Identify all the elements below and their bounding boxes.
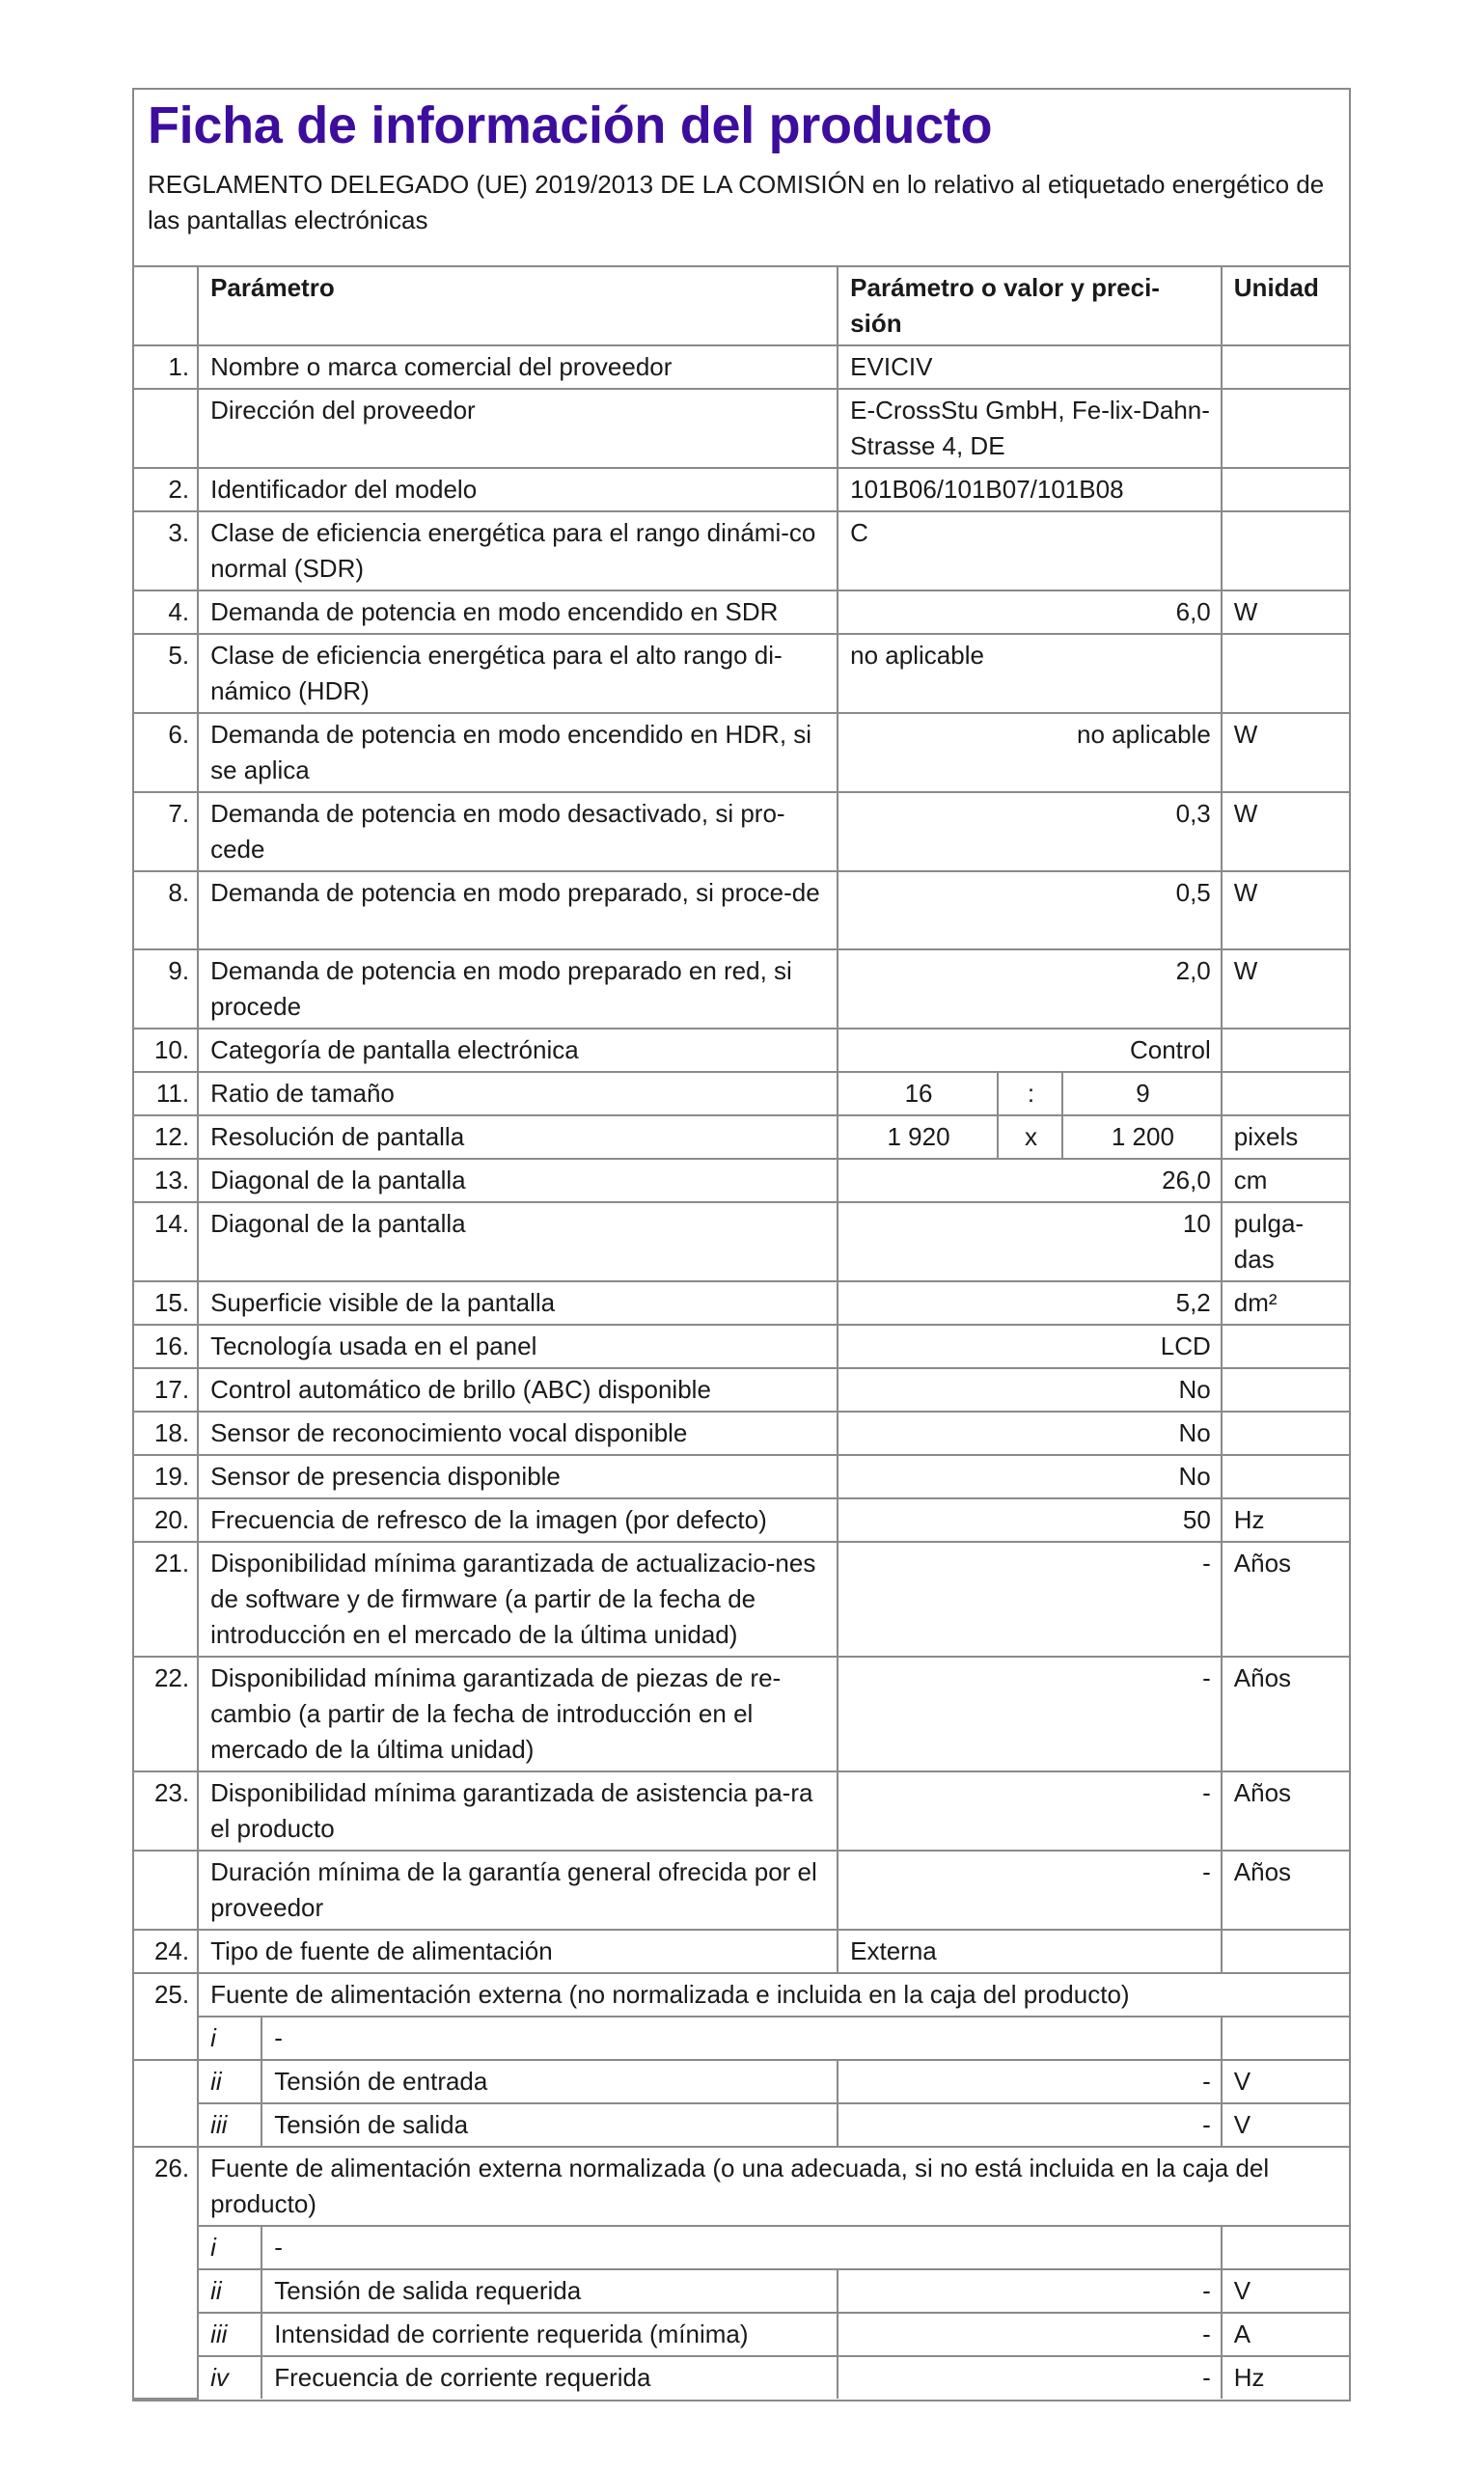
row-unit: W xyxy=(1222,792,1349,871)
table-row xyxy=(134,1281,1349,1325)
row-parameter: Duración mínima de la garantía general ofrecida por el proveedor xyxy=(198,1851,838,1930)
item-index: iii xyxy=(198,2103,261,2147)
row-unit xyxy=(1222,389,1349,468)
row-number: 26. xyxy=(134,2147,198,2399)
row-value: - xyxy=(838,1851,1222,1930)
row-number: 10. xyxy=(134,1029,198,1072)
section-25-title-row xyxy=(134,1973,1349,2017)
header-value: Parámetro o valor y preci-sión xyxy=(838,267,1222,345)
row-value: 2,0 xyxy=(838,949,1222,1029)
row-unit: Años xyxy=(1222,1657,1349,1771)
row-unit xyxy=(1222,1072,1349,1115)
row-number: 8. xyxy=(134,871,198,949)
section-26-title-row xyxy=(134,2147,1349,2226)
aspect-ratio-height: 9 xyxy=(1062,1072,1222,1115)
row-number xyxy=(134,389,198,468)
row-number: 25. xyxy=(134,1973,198,2060)
row-value: No xyxy=(838,1368,1222,1412)
resolution-height: 1 200 xyxy=(1062,1115,1222,1159)
row-value: Externa xyxy=(838,1930,1222,1973)
parameters-table xyxy=(134,267,1349,2400)
row-value: C xyxy=(838,511,1222,590)
row-parameter: Sensor de presencia disponible xyxy=(198,1455,838,1498)
row-parameter: Diagonal de la pantalla xyxy=(198,1202,838,1281)
regulation-subtitle: REGLAMENTO DELEGADO (UE) 2019/2013 DE LA COMISIÓN en lo relativo al etiquetado energético de las pantallas electrónicas xyxy=(148,170,1325,234)
row-parameter: Identificador del modelo xyxy=(198,468,838,511)
row-number: 3. xyxy=(134,511,198,590)
table-row xyxy=(134,713,1349,792)
table-row xyxy=(134,1851,1349,1930)
row-value: 50 xyxy=(838,1498,1222,1542)
row-parameter: Diagonal de la pantalla xyxy=(198,1159,838,1202)
item-label: Tensión de entrada xyxy=(261,2060,838,2103)
section-26-item xyxy=(134,2269,1349,2313)
row-number: 22. xyxy=(134,1657,198,1771)
table-row xyxy=(134,1115,1349,1159)
row-value: no aplicable xyxy=(838,713,1222,792)
row-value: 101B06/101B07/101B08 xyxy=(838,468,1222,511)
row-unit xyxy=(1222,345,1349,389)
table-row xyxy=(134,949,1349,1029)
section-25-item xyxy=(134,2017,1349,2060)
item-label: Tensión de salida requerida xyxy=(261,2269,838,2313)
row-unit xyxy=(1222,1029,1349,1072)
item-unit xyxy=(1222,2017,1349,2060)
row-number: 24. xyxy=(134,1930,198,1973)
row-number: 19. xyxy=(134,1455,198,1498)
item-index: ii xyxy=(198,2269,261,2313)
row-unit: W xyxy=(1222,949,1349,1029)
table-row xyxy=(134,1542,1349,1657)
row-number: 20. xyxy=(134,1498,198,1542)
section-26-title: Fuente de alimentación externa normalizada (o una adecuada, si no está incluida en la caja del producto) xyxy=(198,2147,1349,2226)
item-label: Intensidad de corriente requerida (mínima) xyxy=(261,2313,838,2356)
table-row xyxy=(134,1498,1349,1542)
row-value: 5,2 xyxy=(838,1281,1222,1325)
row-unit xyxy=(1222,1368,1349,1412)
row-value: 0,3 xyxy=(838,792,1222,871)
aspect-ratio-separator: : xyxy=(998,1072,1062,1115)
row-parameter: Control automático de brillo (ABC) disponible xyxy=(198,1368,838,1412)
row-number: 14. xyxy=(134,1202,198,1281)
section-26-item xyxy=(134,2356,1349,2399)
table-row xyxy=(134,871,1349,949)
item-unit: V xyxy=(1222,2269,1349,2313)
row-number: 4. xyxy=(134,590,198,634)
item-value: - xyxy=(838,2269,1222,2313)
section-26-item xyxy=(134,2313,1349,2356)
row-parameter: Clase de eficiencia energética para el alto rango di-námico (HDR) xyxy=(198,634,838,713)
product-information-sheet xyxy=(132,88,1351,2401)
row-unit: Años xyxy=(1222,1851,1349,1930)
table-row xyxy=(134,511,1349,590)
row-number: 1. xyxy=(134,345,198,389)
row-unit: dm² xyxy=(1222,1281,1349,1325)
row-number xyxy=(134,1851,198,1930)
header-parameter: Parámetro xyxy=(198,267,838,345)
row-parameter: Demanda de potencia en modo encendido en SDR xyxy=(198,590,838,634)
sheet-header xyxy=(134,90,1349,267)
row-parameter: Superficie visible de la pantalla xyxy=(198,1281,838,1325)
row-unit: W xyxy=(1222,590,1349,634)
row-parameter: Clase de eficiencia energética para el rango dinámi-co normal (SDR) xyxy=(198,511,838,590)
row-parameter: Disponibilidad mínima garantizada de asistencia pa-ra el producto xyxy=(198,1771,838,1851)
item-label: Tensión de salida xyxy=(261,2103,838,2147)
resolution-width: 1 920 xyxy=(838,1115,998,1159)
row-unit xyxy=(1222,1455,1349,1498)
section-25-item xyxy=(134,2103,1349,2147)
row-unit xyxy=(1222,468,1349,511)
row-number: 16. xyxy=(134,1325,198,1368)
table-row xyxy=(134,634,1349,713)
row-parameter: Ratio de tamaño xyxy=(198,1072,838,1115)
row-value: 6,0 xyxy=(838,590,1222,634)
item-label: - xyxy=(261,2226,1222,2269)
table-row xyxy=(134,590,1349,634)
row-parameter: Demanda de potencia en modo desactivado, si pro-cede xyxy=(198,792,838,871)
row-value: EVICIV xyxy=(838,345,1222,389)
table-row xyxy=(134,1202,1349,1281)
row-parameter: Demanda de potencia en modo preparado en red, si procede xyxy=(198,949,838,1029)
row-unit xyxy=(1222,1930,1349,1973)
row-unit: cm xyxy=(1222,1159,1349,1202)
table-row xyxy=(134,1455,1349,1498)
resolution-separator: x xyxy=(998,1115,1062,1159)
row-parameter: Demanda de potencia en modo preparado, si proce-de xyxy=(198,871,838,949)
row-parameter: Tecnología usada en el panel xyxy=(198,1325,838,1368)
row-number: 9. xyxy=(134,949,198,1029)
row-parameter: Dirección del proveedor xyxy=(198,389,838,468)
row-value: No xyxy=(838,1455,1222,1498)
row-number: 17. xyxy=(134,1368,198,1412)
table-header-row xyxy=(134,267,1349,345)
row-parameter: Nombre o marca comercial del proveedor xyxy=(198,345,838,389)
section-25-title: Fuente de alimentación externa (no normalizada e incluida en la caja del producto) xyxy=(198,1973,1349,2017)
row-unit: W xyxy=(1222,713,1349,792)
item-index: iii xyxy=(198,2313,261,2356)
row-value: - xyxy=(838,1771,1222,1851)
row-unit xyxy=(1222,1325,1349,1368)
row-unit: Hz xyxy=(1222,1498,1349,1542)
item-value: - xyxy=(838,2356,1222,2399)
row-number: 13. xyxy=(134,1159,198,1202)
row-parameter: Resolución de pantalla xyxy=(198,1115,838,1159)
row-parameter: Tipo de fuente de alimentación xyxy=(198,1930,838,1973)
item-unit: V xyxy=(1222,2103,1349,2147)
row-number: 11. xyxy=(134,1072,198,1115)
row-value: No xyxy=(838,1412,1222,1455)
table-row xyxy=(134,1072,1349,1115)
table-row xyxy=(134,1159,1349,1202)
table-row xyxy=(134,468,1349,511)
row-value: no aplicable xyxy=(838,634,1222,713)
row-value: LCD xyxy=(838,1325,1222,1368)
row-unit: pulga-das xyxy=(1222,1202,1349,1281)
table-row xyxy=(134,1368,1349,1412)
item-index: i xyxy=(198,2017,261,2060)
row-number: 21. xyxy=(134,1542,198,1657)
table-row xyxy=(134,1930,1349,1973)
row-value: - xyxy=(838,1657,1222,1771)
row-number: 23. xyxy=(134,1771,198,1851)
row-value: 0,5 xyxy=(838,871,1222,949)
item-unit: Hz xyxy=(1222,2356,1349,2399)
table-row xyxy=(134,792,1349,871)
header-num-cell xyxy=(134,267,198,345)
section-26-item xyxy=(134,2226,1349,2269)
row-parameter: Demanda de potencia en modo encendido en HDR, si se aplica xyxy=(198,713,838,792)
table-row xyxy=(134,1325,1349,1368)
row-number: 6. xyxy=(134,713,198,792)
item-label: Frecuencia de corriente requerida xyxy=(261,2356,838,2399)
item-index: ii xyxy=(198,2060,261,2103)
page-title: Ficha de información del producto xyxy=(148,96,993,154)
row-unit: pixels xyxy=(1222,1115,1349,1159)
row-parameter: Categoría de pantalla electrónica xyxy=(198,1029,838,1072)
row-number: 7. xyxy=(134,792,198,871)
item-value: - xyxy=(838,2313,1222,2356)
section-25-item xyxy=(134,2060,1349,2103)
row-unit: W xyxy=(1222,871,1349,949)
row-value: 10 xyxy=(838,1202,1222,1281)
row-unit: Años xyxy=(1222,1771,1349,1851)
table-row xyxy=(134,1657,1349,1771)
item-index: iv xyxy=(198,2356,261,2399)
table-row xyxy=(134,345,1349,389)
table-row xyxy=(134,389,1349,468)
item-unit xyxy=(1222,2226,1349,2269)
row-number: 2. xyxy=(134,468,198,511)
item-unit: V xyxy=(1222,2060,1349,2103)
table-row xyxy=(134,1412,1349,1455)
item-unit: A xyxy=(1222,2313,1349,2356)
row-number: 15. xyxy=(134,1281,198,1325)
row-number: 12. xyxy=(134,1115,198,1159)
item-index: i xyxy=(198,2226,261,2269)
table-row xyxy=(134,1029,1349,1072)
row-parameter: Disponibilidad mínima garantizada de actualizacio-nes de software y de firmware (a partir de la fecha de introducción en el mercado de la última unidad) xyxy=(198,1542,838,1657)
row-value: 26,0 xyxy=(838,1159,1222,1202)
item-value: - xyxy=(838,2060,1222,2103)
row-number: 18. xyxy=(134,1412,198,1455)
item-value: - xyxy=(838,2103,1222,2147)
row-unit xyxy=(1222,1412,1349,1455)
aspect-ratio-width: 16 xyxy=(838,1072,998,1115)
row-value: E-CrossStu GmbH, Fe-lix-Dahn-Strasse 4, DE xyxy=(838,389,1222,468)
row-unit xyxy=(1222,511,1349,590)
table-row xyxy=(134,1771,1349,1851)
row-parameter: Sensor de reconocimiento vocal disponible xyxy=(198,1412,838,1455)
row-parameter: Disponibilidad mínima garantizada de piezas de re-cambio (a partir de la fecha de introducción en el mercado de la última unidad) xyxy=(198,1657,838,1771)
row-value: Control xyxy=(838,1029,1222,1072)
row-parameter: Frecuencia de refresco de la imagen (por defecto) xyxy=(198,1498,838,1542)
item-label: - xyxy=(261,2017,1222,2060)
row-unit xyxy=(1222,634,1349,713)
row-number-empty xyxy=(134,2060,198,2147)
row-value: - xyxy=(838,1542,1222,1657)
header-unit: Unidad xyxy=(1222,267,1349,345)
row-number: 5. xyxy=(134,634,198,713)
row-unit: Años xyxy=(1222,1542,1349,1657)
